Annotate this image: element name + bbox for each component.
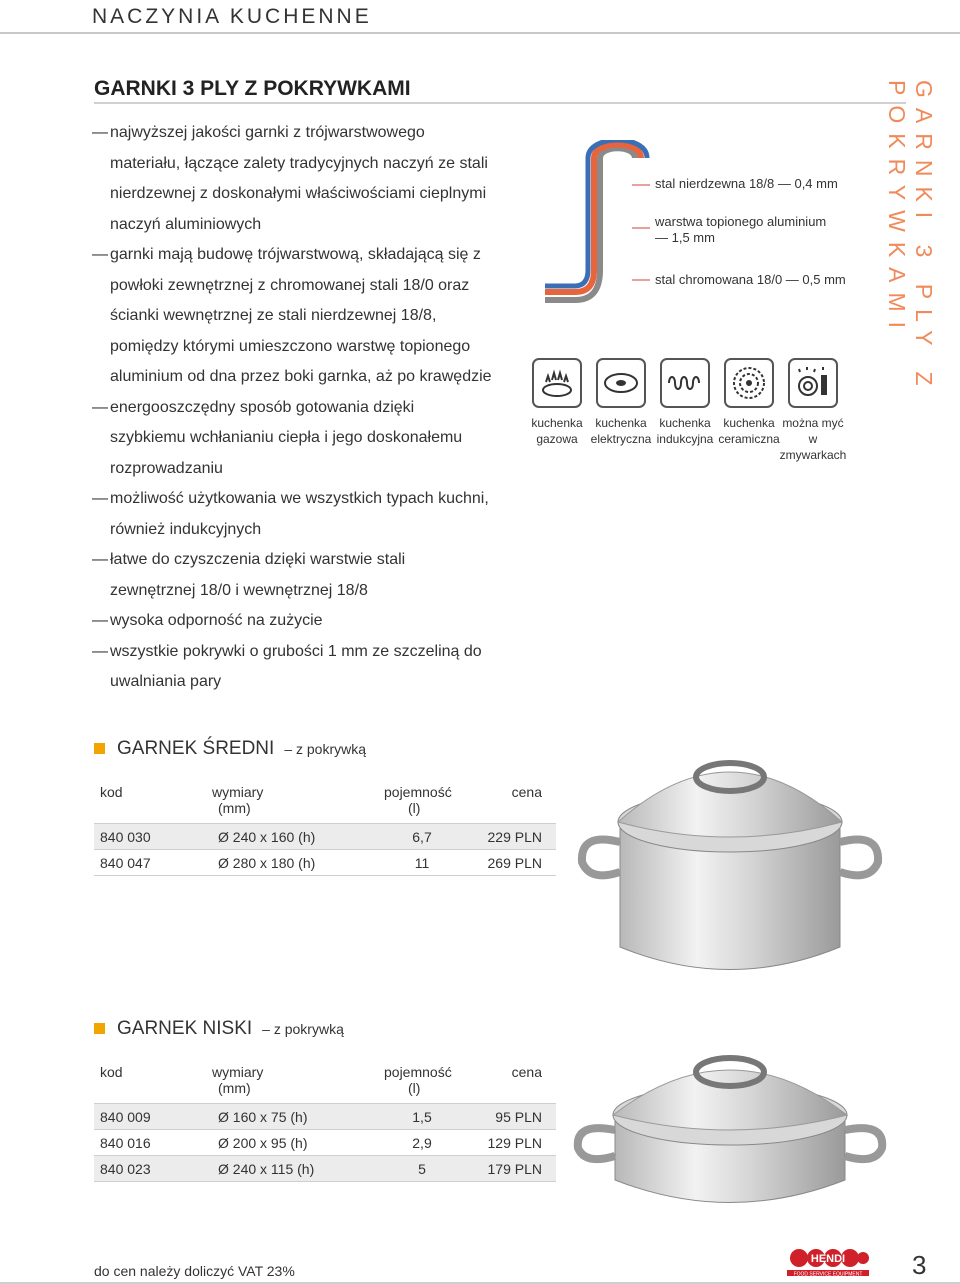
product-table xyxy=(94,784,556,876)
bullet-square-icon xyxy=(94,743,105,754)
vertical-section-title: GARNKI 3 PLY Z POKRYWKAMI xyxy=(884,80,937,396)
induction-coil-icon xyxy=(660,358,710,408)
cooktop-label: można myć w zmywarkach xyxy=(779,416,847,462)
list-item: — energooszczędny sposób gotowania dzięki szybkiemu wchłanianiu ciepła i jego doskonałemu rozprowadzaniu xyxy=(92,398,463,477)
page-header-title: NACZYNIA KUCHENNE xyxy=(92,5,372,28)
layer-cross-section-diagram xyxy=(540,140,650,325)
product-heading xyxy=(94,1018,344,1040)
ceramic-hob-icon xyxy=(724,358,774,408)
table-row: 840 023 Ø 240 x 115 (h) 5 179 PLN xyxy=(94,1156,556,1182)
table-row: 840 047 Ø 280 x 180 (h) 11 269 PLN xyxy=(94,850,556,876)
table-row: 840 009 Ø 160 x 75 (h) 1,5 95 PLN xyxy=(94,1104,556,1130)
divider xyxy=(94,102,906,104)
table-row: 840 030 Ø 240 x 160 (h) 6,7 229 PLN xyxy=(94,824,556,850)
pot-tall-image xyxy=(570,722,890,992)
vat-note: do cen należy doliczyć VAT 23% xyxy=(94,1263,295,1279)
cooktop-label: kuchenka indukcyjna xyxy=(656,416,714,446)
list-item: — najwyższej jakości garnki z trójwarstwowego materiału, łączące zalety tradycyjnych naczyń ze stali nierdzewnej z doskonałymi właściwościami cieplnymi naczyń aluminiowych xyxy=(92,124,488,233)
list-item: — możliwość użytkowania we wszystkich typach kuchni, również indukcyjnych xyxy=(92,490,489,538)
product-name: GARNEK NISKI xyxy=(117,1018,253,1039)
svg-text:HENDI: HENDI xyxy=(810,1253,846,1265)
section-title: GARNKI 3 PLY Z POKRYWKAMI xyxy=(94,77,411,100)
list-item: — łatwe do czyszczenia dzięki warstwie stali zewnętrznej 18/0 i wewnętrznej 18/8 xyxy=(92,551,406,599)
dishwasher-icon xyxy=(788,358,838,408)
feature-list xyxy=(92,118,492,698)
product-name: GARNEK ŚREDNI xyxy=(117,738,275,759)
table-header: kod wymiary (mm) pojemność (l) cena xyxy=(94,784,556,824)
list-item: — wysoka odporność na zużycie xyxy=(92,612,323,629)
cooktop-label: kuchenka elektryczna xyxy=(590,416,652,446)
cooktop-electric xyxy=(585,358,657,447)
svg-text:FOOD SERVICE EQUIPMENT: FOOD SERVICE EQUIPMENT xyxy=(793,1271,863,1277)
product-subtitle: – z pokrywką xyxy=(284,741,367,757)
pot-low-image xyxy=(570,1010,890,1230)
layer-label-steel-18-0: stal chromowana 18/0 — 0,5 mm xyxy=(655,272,846,287)
cooktop-gas xyxy=(521,358,593,447)
hendi-logo xyxy=(787,1247,869,1277)
cooktop-ceramic xyxy=(713,358,785,447)
table-header: kod wymiary (mm) pojemność (l) cena xyxy=(94,1064,556,1104)
layer-label-steel-18-8: stal nierdzewna 18/8 — 0,4 mm xyxy=(655,176,838,191)
cooktop-label: kuchenka gazowa xyxy=(531,416,583,446)
gas-burner-icon xyxy=(532,358,582,408)
layer-label-aluminium: warstwa topionego aluminium — 1,5 mm xyxy=(655,214,827,245)
list-item: — wszystkie pokrywki o grubości 1 mm ze szczeliną do uwalniania pary xyxy=(92,642,482,690)
product-table xyxy=(94,1064,556,1182)
page-number: 3 xyxy=(912,1250,927,1280)
table-row: 840 016 Ø 200 x 95 (h) 2,9 129 PLN xyxy=(94,1130,556,1156)
product-subtitle: – z pokrywką xyxy=(262,1021,344,1037)
cooktop-dishwasher xyxy=(777,358,849,463)
electric-hob-icon xyxy=(596,358,646,408)
list-item: — garnki mają budowę trójwarstwową, składającą się z powłoki zewnętrznej z chromowanej stali 18/0 oraz ścianki wewnętrznej ze stali nierdzewnej 18/8, pomiędzy którymi umieszczono warstwę topionego aluminium od dna przez boki garnka, aż po krawędzie xyxy=(92,246,492,385)
layer-aluminium xyxy=(545,145,641,293)
product-heading xyxy=(94,738,366,760)
top-band xyxy=(0,0,960,34)
bullet-square-icon xyxy=(94,1023,105,1034)
cooktop-induction xyxy=(649,358,721,447)
cooktop-label: kuchenka ceramiczna xyxy=(718,416,780,446)
